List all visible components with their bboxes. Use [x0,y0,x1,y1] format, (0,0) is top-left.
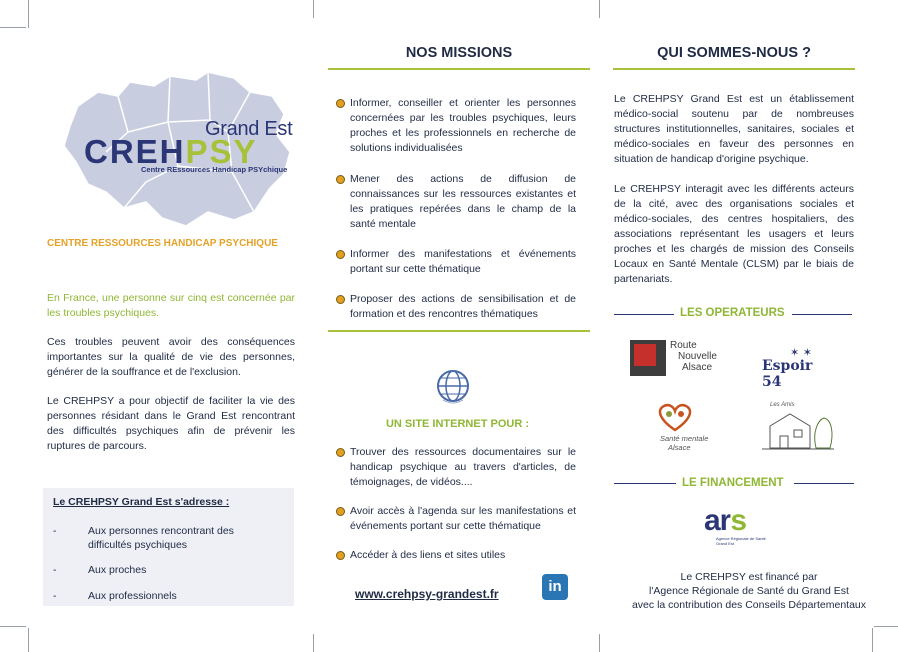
divider-line [614,314,674,315]
list-item [53,524,283,554]
bullet-icon [336,99,345,108]
logo-region: Grand Est [205,118,293,140]
bullet-icon [336,507,345,516]
crop-mark [0,626,26,627]
sma-line2: Alsace [668,443,691,452]
sante-mentale-alsace-logo [638,402,722,454]
list-item [53,589,283,605]
bullet-icon [336,551,345,560]
mission-text: Proposer des actions de sensibilisation et de formation et des rencontres thématiques [350,293,576,320]
mission-text: Informer, conseiller et orienter les personnes concernées par les troubles psychiques, leurs proches et les professionnels en recherche de solutions individualisées [350,97,576,154]
ars-caption: Agence Régionale de Santé [716,536,766,541]
mission-item [336,247,576,279]
list-item [53,563,283,579]
divider-line [794,483,854,484]
bullet-icon [336,250,345,259]
logo-tagline: Centre REssources Handicap PSYchique [141,165,288,174]
crop-mark [599,0,600,18]
mission-item [336,96,576,158]
route-nouvelle-alsace-logo [630,340,722,378]
rna-word: Nouvelle [678,351,717,362]
paragraph: Le CREHPSY a pour objectif de faciliter la vie des personnes résidant dans le Grand Est rencontrant des difficultés psychiques afin de prévenir les ruptures de parcours. [47,395,295,452]
ars-letters [704,504,746,538]
stars-icon [790,346,822,358]
list-item-text: Aux personnes rencontrant des difficultés psychiques [88,525,234,551]
bullet-icon [336,295,345,304]
mission-text: Informer des manifestations et événements portant sur cette thématique [350,248,576,275]
bullet-icon [336,175,345,184]
paragraph: Le CREHPSY Grand Est est un établissement médico-social soutenu par de nombreuses structures institutionnelles, sanitaires, sociales et médico-sociales en faveur des personnes en situation de handicap d'origine psychique. [614,93,854,165]
svg-text:✶ ✶: ✶ ✶ [790,346,812,358]
heart-figures-icon [652,402,698,432]
site-item-text: Avoir accès à l'agenda sur les manifestations et événements portant sur cette thématique [350,505,576,532]
funding-title: LE FINANCEMENT [682,477,784,489]
ars-logo [704,504,768,552]
crop-mark [874,626,898,627]
funding-text [604,570,894,612]
funding-line: l'Agence Régionale de Santé du Grand Est [649,585,849,597]
les-amis-logo [760,402,836,454]
amis-text: Les Amis [770,402,795,408]
funding-line: avec la contribution des Conseils Départementaux [631,599,867,611]
mission-item [336,292,576,324]
ars-wordmark: ars [704,504,747,537]
funding-line: Le CREHPSY est financé par [680,571,818,583]
missions-title: NOS MISSIONS [405,45,513,61]
paragraph: Le CREHPSY interagit avec les différents acteurs de la cité, avec des organisations sociales et médico-sociales, des centres hospitaliers, des associations représentant les usagers et leurs proches et les chargés de mission des Conseils Locaux en Santé Mentale (CLSM) par le biais de partenariats. [614,183,854,285]
audience-title: Le CREHPSY Grand Est s'adresse : [53,496,230,508]
divider-line [614,483,676,484]
site-item [336,504,576,536]
dash: - [53,590,57,602]
rna-word: Route [670,340,697,351]
espoir-54-logo [762,346,834,390]
site-item-text: Trouver des ressources documentaires sur le handicap psychique au travers d'articles, de témoignages, de vidéos.... [350,446,576,488]
divider-line [792,314,852,315]
website-link[interactable]: www.crehpsy-grandest.fr [355,587,499,601]
title-underline [613,68,855,70]
intro-text: En France, une personne sur cinq est concernée par les troubles psychiques. [47,292,295,319]
bullet-icon [336,448,345,457]
sma-line1: Santé mentale [660,434,709,443]
crop-mark [28,628,29,652]
section-divider [328,330,590,332]
site-title: UN SITE INTERNET POUR : [385,418,529,430]
crop-mark [0,27,26,28]
site-item [336,548,576,564]
crop-mark [313,0,314,18]
paragraph: Ces troubles peuvent avoir des conséquences importantes sur la qualité de vie des personnes, générer de la souffrance et de l'exclusion. [47,336,295,378]
operators-title: LES OPERATEURS [680,307,785,319]
ars-sub: Grand Est [716,541,735,546]
globe-icon [433,366,473,406]
title-underline [328,68,590,70]
site-item-text: Accéder à des liens et sites utiles [350,549,506,561]
linkedin-icon[interactable]: in [542,574,568,600]
audience-box [43,488,294,606]
house-sketch-icon [760,402,836,454]
logo-word-crehp: CREH [84,133,186,170]
crop-mark [313,634,314,652]
section-title: CENTRE RESSOURCES HANDICAP PSYCHIQUE [47,238,278,249]
mission-item [336,172,576,234]
logo-word-psy: PSY [185,133,258,170]
dash: - [53,564,57,576]
about-title: QUI SOMMES-NOUS ? [657,45,811,61]
dash: - [53,525,57,537]
mission-text: Mener des actions de diffusion de connaissances sur les ressources existantes et les pratiques repérées dans le champ de la santé mentale [350,173,576,230]
site-item [336,445,576,491]
list-item-text: Aux proches [88,564,147,576]
rna-red-block [634,344,656,366]
rna-word: Alsace [682,362,713,373]
crop-mark [599,634,600,652]
espoir-wordmark: Espoir 54 [762,358,813,390]
crop-mark [872,628,873,652]
list-item-text: Aux professionnels [88,590,177,602]
crop-mark [28,0,29,28]
